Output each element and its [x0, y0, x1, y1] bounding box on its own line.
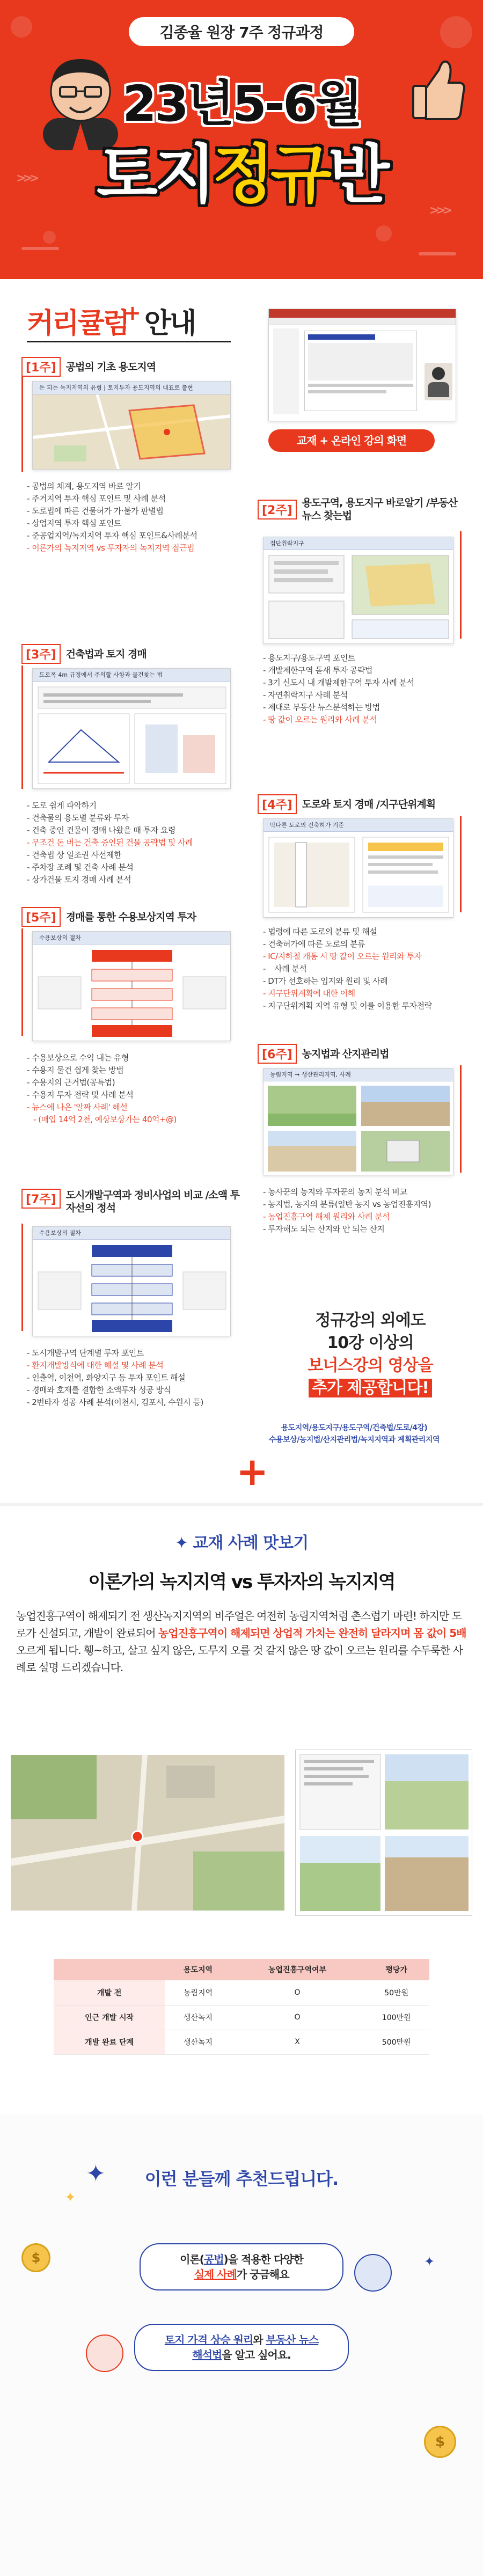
week-title: 농지법과 산지관리법 [302, 1048, 389, 1060]
decor-line [21, 247, 59, 250]
week-bar [460, 816, 462, 912]
slide-thumbnails [273, 328, 299, 414]
topic-item: - 공법의 체계, 용도지역 바로 알기 [27, 480, 241, 493]
slide-preview [304, 331, 417, 411]
topic-item-text: (매입 14억 2천, 예상보상가는 40억+@) [38, 1115, 177, 1124]
week-title: 도시개발구역과 정비사업의 비교 /소액 투자선의 정석 [65, 1189, 240, 1214]
case-text-highlight: 농업진흥구역이 해제되면 상업적 가치는 완전히 달라지며 몸 값이 5배 [158, 1627, 466, 1640]
lecture-caption: 교재 + 온라인 강의 화면 [268, 429, 435, 452]
bubble-text: 와 [253, 2333, 266, 2346]
decor-line [419, 252, 456, 255]
topic-item: - 상가건물 토지 경매 사례 분석 [27, 874, 252, 886]
week-number: [4주] [258, 794, 297, 814]
bubble-text: 을 알고 싶어요. [222, 2348, 291, 2361]
map-image [33, 394, 231, 470]
topic-item: - 3기 신도시 내 개발제한구역 투자 사례 분석 [263, 677, 467, 689]
plus-icon: + [236, 1449, 269, 1494]
bonus-subject-line: 용도지역/용도지구/용도구역/건축법/도로/4강) [281, 1424, 428, 1432]
topic-item-highlight: - 무조건 돈 버는 건축 중인된 건물 공략법 및 사례 [27, 837, 252, 849]
flowchart [33, 945, 231, 1041]
decor-dot [440, 16, 472, 48]
bubble-text: 가 궁금해요 [236, 2268, 289, 2281]
topic-item: - 농지법, 농지의 분류(일반 농지 vs 농업진흥지역) [263, 1198, 472, 1211]
window-toolbar [269, 318, 456, 325]
bonus-line: 정규강의 외에도 [315, 1311, 426, 1330]
coin-icon: $ [21, 2243, 50, 2272]
hero-title-word: 반 [328, 137, 386, 211]
topic-item: - 수용보상으로 수익 내는 유형 [27, 1052, 252, 1064]
table-header: 평당가 [363, 1959, 429, 1980]
topic-item: - 주차장 조례 및 건축 사례 분석 [27, 861, 252, 874]
table-cell: 500만원 [363, 2030, 429, 2054]
topic-item: - 수용지 물건 쉽게 찾는 방법 [27, 1064, 252, 1077]
case-title: 교재 사례 맛보기 [193, 1534, 309, 1553]
decor-chevron: >>> [16, 172, 36, 185]
case-subtitle: 이론가의 녹지지역 vs 투자자의 녹지지역 [88, 1571, 395, 1593]
week-6-material [263, 1068, 453, 1175]
hero-banner [0, 0, 483, 279]
topic-item-highlight: - 땅 값이 오르는 원리와 사례 분석 [263, 714, 467, 726]
hero-title-course [0, 123, 483, 215]
sparkle-icon: ✦ [174, 1534, 193, 1553]
material-title: 집단취락지구 [264, 537, 453, 550]
topic-item: - 주거지역 투자 핵심 포인트 및 사례 분석 [27, 493, 241, 505]
week-2-heading [258, 496, 463, 522]
week-bar [21, 665, 23, 789]
case-text: 오르게 됩니다. 휑~하고, 살고 싶지 않은, 도무지 오를 것 같지 않은 땅 값이 오르는 원리를 수두룩한 사례로 설명 드리겠습니다. [16, 1644, 463, 1674]
table-cell: 100만원 [363, 2005, 429, 2030]
material-diagram [264, 550, 453, 644]
divider [27, 341, 231, 342]
week-7-topics [27, 1347, 252, 1409]
week-2-topics [263, 652, 467, 726]
bubble-text: 이론( [180, 2253, 204, 2266]
week-number: [7주] [21, 1189, 61, 1209]
topic-item: - 도시개발구역 단계별 투자 포인트 [27, 1347, 252, 1359]
topic-item-highlight: - 지구단위계획에 대한 이해 [263, 987, 472, 1000]
week-bar [21, 928, 23, 1036]
case-text: 농업진흥구역이 해제되기 전 생산녹지지역의 비주얼은 여전히 농림지역처럼 촌스럽기 마련! 하지만 도로가 신설되고, 개발이 완료되어 [16, 1609, 462, 1640]
decor-dot [11, 16, 32, 38]
bubble-text-highlight: 공법 [203, 2253, 224, 2266]
week-3-topics [27, 800, 252, 886]
week-title: 경매를 통한 수용보상지역 투자 [65, 911, 196, 923]
curriculum-title-suffix: 안내 [144, 308, 195, 340]
star-icon: ✦ [64, 2190, 76, 2206]
week-title: 건축법과 토지 경매 [65, 648, 147, 660]
topic-item: - 준공업지역/녹지지역 투자 핵심 포인트&사례분석 [27, 530, 241, 542]
week-6-topics [263, 1186, 472, 1235]
week-1-material [32, 381, 231, 470]
bonus-block [268, 1309, 472, 1400]
topic-item: - 개발제한구역 돋새 투자 공략법 [263, 664, 467, 677]
bubble-text-highlight: 해석법 [192, 2348, 222, 2361]
material-title: 도로폭 4m 규정에서 주의할 사항과 물건찾는 법 [33, 669, 230, 682]
week-3-material [32, 668, 231, 789]
table-cell: 생산녹지 [165, 2005, 231, 2030]
material-diagram [264, 832, 453, 918]
week-5-topics [27, 1052, 252, 1126]
bonus-line: 10강 이상의 [327, 1334, 414, 1352]
coin-icon: $ [424, 2426, 456, 2458]
topic-item: - 경매와 호재를 결합한 소액투자 성공 방식 [27, 1384, 252, 1396]
table-cell: 생산녹지 [165, 2030, 231, 2054]
table-cell: O [231, 2005, 364, 2030]
curriculum-title: 커리큘럼 [27, 308, 128, 340]
price-table [54, 1959, 429, 2055]
topic-item-highlight [27, 1114, 252, 1126]
table-cell: X [231, 2030, 364, 2054]
table-header: 용도지역 [165, 1959, 231, 1980]
week-4-topics [263, 926, 472, 1012]
week-title: 공법의 기초 용도지역 [65, 361, 156, 373]
bonus-line-badge: 추가 제공합니다! [309, 1379, 432, 1397]
bonus-subjects [231, 1417, 478, 1446]
table-cell: 50만원 [363, 1980, 429, 2005]
star-icon: ✦ [86, 2160, 106, 2187]
topic-item: - 지구단위계획 지역 유형 및 이를 이용한 투자전략 [263, 1000, 472, 1012]
topic-item: - 용도지구/용도구역 포인트 [263, 652, 467, 664]
bubble-text-highlight: 실제 사례 [194, 2268, 237, 2281]
week-4-material [263, 818, 453, 918]
topic-item: - 건축물의 용도별 분류와 투자 [27, 812, 252, 824]
week-bar [21, 1224, 23, 1331]
instructor-head [432, 367, 445, 380]
week-number: [3주] [21, 644, 61, 664]
table-cell: 농림지역 [165, 1980, 231, 2005]
decor-dot [376, 225, 392, 241]
week-3-heading [21, 644, 147, 664]
topic-item: - 수용지의 근거법(공특법) [27, 1077, 252, 1089]
topic-item: - 인출역, 이천역, 화양지구 등 투자 포인트 해설 [27, 1372, 252, 1384]
instructor-cam [425, 363, 452, 400]
table-cell: 개발 완료 단계 [54, 2030, 165, 2054]
topic-item: - 자연취락지구 사례 분석 [263, 689, 467, 701]
topic-item: - 수용지 투자 전략 및 사례 분석 [27, 1089, 252, 1101]
week-number: [6주] [258, 1044, 297, 1064]
topic-item: - 건축허가에 따른 도로의 분류 [263, 938, 472, 950]
week-number: [1주] [21, 357, 61, 377]
week-7-material [32, 1226, 231, 1336]
topic-item: - 투자해도 되는 산지와 안 되는 산지 [263, 1223, 472, 1235]
bonus-subject-line: 수용보상/농지법/산지관리법/녹지지역과 계획관리지역 [269, 1436, 440, 1444]
table-cell: O [231, 1980, 364, 2005]
curriculum-heading [27, 301, 195, 341]
topic-item-highlight: - 뉴스에 나온 '알짜 사례' 해설 [27, 1101, 252, 1114]
slide-header [308, 334, 375, 340]
week-5-material [32, 931, 231, 1041]
bonus-line-highlight: 보너스강의 영상을 [308, 1356, 433, 1375]
flowchart [33, 1240, 231, 1336]
topic-item: - 도로법에 따른 건물허가 가·불가 판별법 [27, 505, 241, 517]
hero-title-highlight: 정규 [213, 137, 328, 211]
topic-item: - 농사꾼의 농지와 투자꾼의 농지 분석 비교 [263, 1186, 472, 1198]
table-header-row [54, 1959, 429, 1980]
topic-item-highlight: - 환지개발방식에 대한 해설 및 사례 분석 [27, 1359, 252, 1372]
hero-title-word: 토지 [97, 137, 213, 211]
bubble-text-highlight: 토지 가격 상승 원리 [164, 2333, 253, 2346]
week-bar [21, 376, 23, 472]
bubble-text: )을 적용한 다양한 [223, 2253, 303, 2266]
week-4-heading [258, 794, 435, 814]
week-number: [2주] [258, 500, 297, 519]
table-cell: 인근 개발 시작 [54, 2005, 165, 2030]
material-title: 농림지역 → 생산관리지역, 사례 [264, 1069, 453, 1081]
map-image [11, 1755, 284, 1911]
topic-item: - 건축 중인 건물이 경매 나왔을 때 투자 요령 [27, 824, 252, 837]
aerial-map [11, 1755, 284, 1911]
land-register [296, 1750, 473, 1916]
week-5-heading [21, 907, 196, 927]
divider [0, 1503, 483, 1506]
avatar [354, 2254, 392, 2292]
table-cell: 개발 전 [54, 1980, 165, 2005]
table-row [54, 2030, 429, 2054]
week-6-heading [258, 1044, 389, 1064]
photo-collage [264, 1081, 453, 1175]
topic-item-highlight: - IC/지하철 개통 시 땅 값이 오르는 원리와 투자 [263, 950, 472, 963]
topic-item-cont [263, 963, 472, 975]
topic-item: - DT가 선호하는 입지와 원리 및 사례 [263, 975, 472, 987]
material-title: 돈 되는 녹지지역의 유형 | 토지투자 용도지역의 대표로 출현 [33, 382, 230, 394]
material-diagram [33, 682, 231, 789]
bubble-text-highlight: 부동산 뉴스 [266, 2333, 319, 2346]
table-row [54, 1980, 429, 2005]
topic-item-highlight: - 이론가의 녹지지역 vs 투자자의 녹지지역 접근법 [27, 542, 241, 554]
topic-item: - 2번타자 성공 사례 분석(이천시, 김포시, 수원시 등) [27, 1396, 252, 1409]
lecture-screen [268, 309, 456, 421]
sparkle-icon: ✦ [424, 2254, 435, 2269]
slide-diagram [308, 343, 413, 380]
document-image [295, 1750, 472, 1916]
week-bar [460, 531, 462, 639]
map-graphic [33, 394, 231, 470]
avatar [86, 2334, 123, 2372]
week-7-heading [21, 1189, 243, 1214]
topic-item: - 건축법 상 일조권 사선제한 [27, 849, 252, 861]
plus-icon: + [123, 301, 141, 325]
case-section-title [0, 1529, 483, 1553]
table-header [54, 1959, 165, 1980]
table-header: 농업진흥구역여부 [231, 1959, 364, 1980]
topic-item: - 법령에 따른 도로의 분류 및 해설 [263, 926, 472, 938]
week-title: 도로와 토지 경매 /지구단위계획 [302, 798, 436, 810]
week-title: 용도구역, 용도지구 바로알기 /부동산 뉴스 찾는법 [302, 497, 457, 522]
slide-text [308, 390, 386, 393]
case-paragraph [16, 1607, 467, 1676]
material-title: 수용보상의 절차 [33, 1227, 230, 1240]
week-1-heading [21, 357, 156, 377]
hero-title-date: 23년5-6월 [122, 75, 361, 133]
week-number: [5주] [21, 907, 61, 927]
topic-item-highlight: - 농업진흥구역 해제 원리와 사례 분석 [263, 1211, 472, 1223]
decor-dot [43, 231, 56, 244]
slide-text [308, 384, 413, 387]
week-2-material [263, 537, 453, 644]
decor-chevron: >>> [429, 204, 450, 217]
instructor-body [428, 382, 449, 397]
topic-item: - 제대로 부동산 뉴스분석하는 방법 [263, 701, 467, 714]
topic-item-text: 사례 분석 [274, 964, 307, 974]
recommend-bubble-2 [134, 2324, 349, 2371]
topic-item: - 상업지역 투자 핵심 포인트 [27, 517, 241, 530]
week-bar [460, 1065, 462, 1173]
material-title: 수용보상의 절차 [33, 932, 230, 945]
table-row [54, 2005, 429, 2030]
material-title: 막다른 도로의 건축허가 기준 [264, 819, 453, 832]
week-1-topics [27, 480, 241, 554]
course-pill: 김종율 원장 7주 정규과정 [129, 17, 354, 46]
topic-item: - 도로 쉽게 파악하기 [27, 800, 252, 812]
window-titlebar [269, 309, 456, 318]
recommend-title: 이런 분들께 추천드립니다. [144, 2169, 339, 2189]
recommend-bubble-1 [140, 2243, 343, 2290]
